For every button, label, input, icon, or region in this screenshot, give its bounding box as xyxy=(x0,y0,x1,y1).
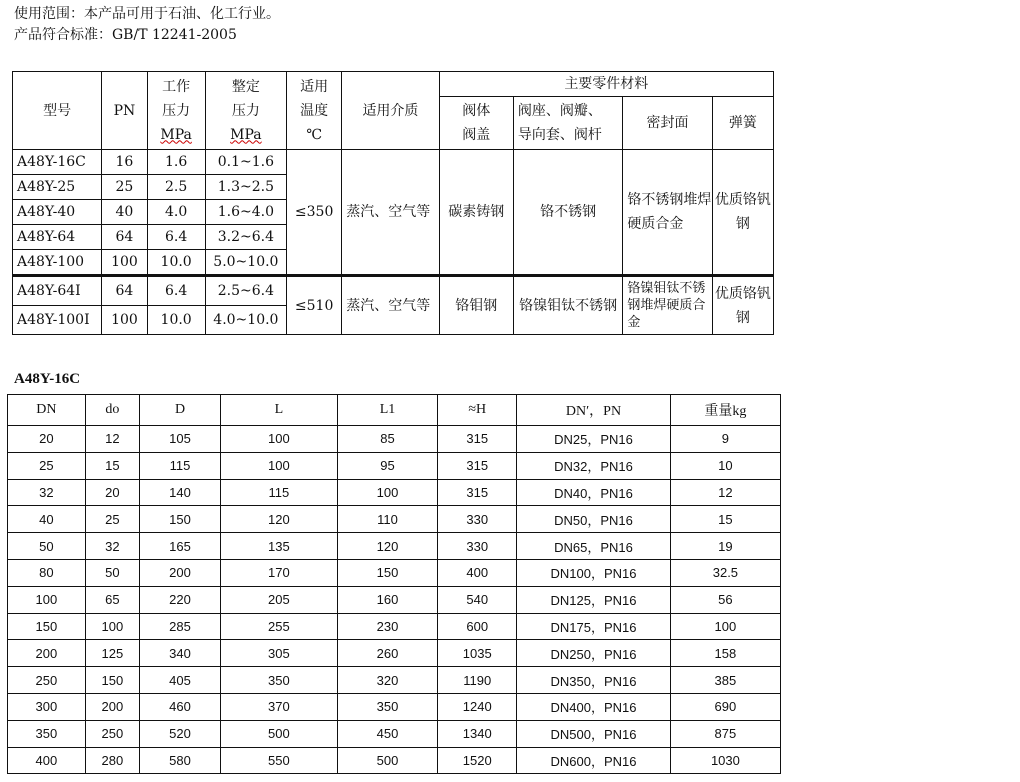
header-temperature: 适用 温度 ℃ xyxy=(287,72,342,150)
h-cell: 1520 xyxy=(438,747,517,774)
seat-material-cell: 铬不锈钢 xyxy=(513,150,622,276)
table-row xyxy=(8,586,781,613)
l1-cell: 320 xyxy=(337,667,438,694)
weight-cell: 15 xyxy=(670,506,780,533)
dn-cell: 80 xyxy=(8,559,86,586)
h-cell: 315 xyxy=(438,452,517,479)
d-cell: 140 xyxy=(139,479,220,506)
table-row xyxy=(8,426,781,453)
h-cell: 1035 xyxy=(438,640,517,667)
l1-cell: 110 xyxy=(337,506,438,533)
h-cell: 1240 xyxy=(438,693,517,720)
header-pn: PN xyxy=(102,72,147,150)
do-cell: 50 xyxy=(85,559,139,586)
flange-cell: DN100，PN16 xyxy=(517,559,671,586)
flange-cell: DN500，PN16 xyxy=(517,720,671,747)
flange-cell: DN600，PN16 xyxy=(517,747,671,774)
d-cell: 520 xyxy=(139,720,220,747)
d-cell: 460 xyxy=(139,693,220,720)
table-row xyxy=(8,613,781,640)
flange-cell: DN32，PN16 xyxy=(517,452,671,479)
temperature-cell: ≤510 xyxy=(287,276,342,335)
table-row xyxy=(8,533,781,560)
flange-cell: DN350，PN16 xyxy=(517,667,671,694)
dn-cell: 25 xyxy=(8,452,86,479)
dn-cell: 400 xyxy=(8,747,86,774)
dn-cell: 150 xyxy=(8,613,86,640)
table-row xyxy=(8,720,781,747)
l-cell: 100 xyxy=(221,452,338,479)
do-cell: 15 xyxy=(85,452,139,479)
spec-row xyxy=(13,276,774,306)
set-pressure-cell: 3.2~6.4 xyxy=(205,225,286,250)
weight-cell: 19 xyxy=(670,533,780,560)
l1-cell: 260 xyxy=(337,640,438,667)
l-cell: 135 xyxy=(221,533,338,560)
dn-cell: 350 xyxy=(8,720,86,747)
do-cell: 12 xyxy=(85,426,139,453)
weight-cell: 56 xyxy=(670,586,780,613)
header-medium: 适用介质 xyxy=(342,72,439,150)
dn-cell: 40 xyxy=(8,506,86,533)
dn-cell: 50 xyxy=(8,533,86,560)
flange-cell: DN50，PN16 xyxy=(517,506,671,533)
l-cell: 255 xyxy=(221,613,338,640)
flange-cell: DN175，PN16 xyxy=(517,613,671,640)
h-cell: 315 xyxy=(438,479,517,506)
model-cell: A48Y-100 xyxy=(13,250,102,276)
work-pressure-cell: 10.0 xyxy=(147,250,205,276)
h-cell: 1340 xyxy=(438,720,517,747)
sealing-material-cell: 铬镍钼钛不锈钢堆焊硬质合金 xyxy=(623,276,712,335)
d-cell: 165 xyxy=(139,533,220,560)
set-pressure-cell: 1.3~2.5 xyxy=(205,175,286,200)
h-cell: 600 xyxy=(438,613,517,640)
weight-cell: 10 xyxy=(670,452,780,479)
pn-cell: 100 xyxy=(102,250,147,276)
flange-cell: DN25，PN16 xyxy=(517,426,671,453)
l-cell: 550 xyxy=(221,747,338,774)
model-cell: A48Y-64 xyxy=(13,225,102,250)
work-pressure-cell: 6.4 xyxy=(147,276,205,306)
dn-cell: 250 xyxy=(8,667,86,694)
table-row xyxy=(8,452,781,479)
flange-cell: DN125，PN16 xyxy=(517,586,671,613)
table-row xyxy=(8,693,781,720)
dimension-header-cell: L1 xyxy=(337,395,438,426)
dimension-header-cell: D xyxy=(139,395,220,426)
temperature-cell: ≤350 xyxy=(287,150,342,276)
d-cell: 580 xyxy=(139,747,220,774)
h-cell: 540 xyxy=(438,586,517,613)
model-cell: A48Y-64I xyxy=(13,276,102,306)
weight-cell: 158 xyxy=(670,640,780,667)
h-cell: 1190 xyxy=(438,667,517,694)
l-cell: 120 xyxy=(221,506,338,533)
dimension-header-cell: DN xyxy=(8,395,86,426)
table-row xyxy=(8,506,781,533)
set-pressure-cell: 5.0~10.0 xyxy=(205,250,286,276)
header-set-pressure: 整定 压力 MPa xyxy=(205,72,286,150)
weight-cell: 9 xyxy=(670,426,780,453)
l1-cell: 500 xyxy=(337,747,438,774)
dimension-header-cell: 重量kg xyxy=(670,395,780,426)
h-cell: 330 xyxy=(438,506,517,533)
work-pressure-cell: 6.4 xyxy=(147,225,205,250)
spec-header-row xyxy=(13,72,774,97)
do-cell: 100 xyxy=(85,613,139,640)
l1-cell: 160 xyxy=(337,586,438,613)
table-row xyxy=(8,479,781,506)
d-cell: 220 xyxy=(139,586,220,613)
l1-cell: 85 xyxy=(337,426,438,453)
dn-cell: 100 xyxy=(8,586,86,613)
do-cell: 150 xyxy=(85,667,139,694)
h-cell: 315 xyxy=(438,426,517,453)
l1-cell: 150 xyxy=(337,559,438,586)
l-cell: 305 xyxy=(221,640,338,667)
spring-material-cell: 优质铬钒钢 xyxy=(712,276,773,335)
d-cell: 340 xyxy=(139,640,220,667)
l1-cell: 95 xyxy=(337,452,438,479)
medium-cell: 蒸汽、空气等 xyxy=(342,150,439,276)
do-cell: 20 xyxy=(85,479,139,506)
dimension-table xyxy=(7,394,781,774)
weight-cell: 1030 xyxy=(670,747,780,774)
dimension-header-cell: ≈H xyxy=(438,395,517,426)
do-cell: 250 xyxy=(85,720,139,747)
header-sealing: 密封面 xyxy=(623,97,712,150)
l-cell: 370 xyxy=(221,693,338,720)
standard-text: 产品符合标准：GB/T 12241-2005 xyxy=(14,27,237,43)
weight-cell: 12 xyxy=(670,479,780,506)
seat-material-cell: 铬镍钼钛不锈钢 xyxy=(513,276,622,335)
model-cell: A48Y-100I xyxy=(13,306,102,335)
header-spring: 弹簧 xyxy=(712,97,773,150)
table-row xyxy=(8,640,781,667)
l-cell: 500 xyxy=(221,720,338,747)
model-cell: A48Y-25 xyxy=(13,175,102,200)
d-cell: 105 xyxy=(139,426,220,453)
d-cell: 285 xyxy=(139,613,220,640)
l-cell: 100 xyxy=(221,426,338,453)
l1-cell: 450 xyxy=(337,720,438,747)
do-cell: 280 xyxy=(85,747,139,774)
work-pressure-cell: 4.0 xyxy=(147,200,205,225)
pn-cell: 64 xyxy=(102,276,147,306)
do-cell: 32 xyxy=(85,533,139,560)
spec-row xyxy=(13,150,774,175)
weight-cell: 875 xyxy=(670,720,780,747)
h-cell: 330 xyxy=(438,533,517,560)
l1-cell: 120 xyxy=(337,533,438,560)
pn-cell: 64 xyxy=(102,225,147,250)
l-cell: 350 xyxy=(221,667,338,694)
model-cell: A48Y-40 xyxy=(13,200,102,225)
header-seat: 阀座、阀瓣、 导向套、阀杆 xyxy=(513,97,622,150)
l1-cell: 100 xyxy=(337,479,438,506)
spring-material-cell: 优质铬钒钢 xyxy=(712,150,773,276)
table-row xyxy=(8,747,781,774)
weight-cell: 385 xyxy=(670,667,780,694)
pn-cell: 16 xyxy=(102,150,147,175)
medium-cell: 蒸汽、空气等 xyxy=(342,276,439,335)
weight-cell: 32.5 xyxy=(670,559,780,586)
d-cell: 150 xyxy=(139,506,220,533)
dn-cell: 32 xyxy=(8,479,86,506)
flange-cell: DN65，PN16 xyxy=(517,533,671,560)
dimension-table-title: A48Y-16C xyxy=(14,371,81,387)
pn-cell: 40 xyxy=(102,200,147,225)
dimension-header-cell: L xyxy=(221,395,338,426)
weight-cell: 690 xyxy=(670,693,780,720)
dimension-header-cell: DN′，PN xyxy=(517,395,671,426)
d-cell: 405 xyxy=(139,667,220,694)
d-cell: 115 xyxy=(139,452,220,479)
header-work-pressure: 工作 压力 MPa xyxy=(147,72,205,150)
header-materials: 主要零件材料 xyxy=(439,72,773,97)
dimension-header-row xyxy=(8,395,781,426)
header-body: 阀体 阀盖 xyxy=(439,97,513,150)
work-pressure-cell: 2.5 xyxy=(147,175,205,200)
work-pressure-cell: 10.0 xyxy=(147,306,205,335)
flange-cell: DN40，PN16 xyxy=(517,479,671,506)
l-cell: 115 xyxy=(221,479,338,506)
h-cell: 400 xyxy=(438,559,517,586)
do-cell: 25 xyxy=(85,506,139,533)
table-row xyxy=(8,559,781,586)
usage-scope-text: 使用范围：本产品可用于石油、化工行业。 xyxy=(14,6,280,22)
l1-cell: 230 xyxy=(337,613,438,640)
body-material-cell: 铬钼钢 xyxy=(439,276,513,335)
set-pressure-cell: 2.5~6.4 xyxy=(205,276,286,306)
dn-cell: 200 xyxy=(8,640,86,667)
weight-cell: 100 xyxy=(670,613,780,640)
table-row xyxy=(8,667,781,694)
dimension-header-cell: do xyxy=(85,395,139,426)
do-cell: 200 xyxy=(85,693,139,720)
work-pressure-cell: 1.6 xyxy=(147,150,205,175)
flange-cell: DN400，PN16 xyxy=(517,693,671,720)
do-cell: 125 xyxy=(85,640,139,667)
do-cell: 65 xyxy=(85,586,139,613)
dn-cell: 20 xyxy=(8,426,86,453)
l1-cell: 350 xyxy=(337,693,438,720)
l-cell: 205 xyxy=(221,586,338,613)
dn-cell: 300 xyxy=(8,693,86,720)
pn-cell: 100 xyxy=(102,306,147,335)
flange-cell: DN250，PN16 xyxy=(517,640,671,667)
model-cell: A48Y-16C xyxy=(13,150,102,175)
body-material-cell: 碳素铸钢 xyxy=(439,150,513,276)
set-pressure-cell: 1.6~4.0 xyxy=(205,200,286,225)
header-model: 型号 xyxy=(13,72,102,150)
set-pressure-cell: 4.0~10.0 xyxy=(205,306,286,335)
sealing-material-cell: 铬不锈钢堆焊硬质合金 xyxy=(623,150,712,276)
d-cell: 200 xyxy=(139,559,220,586)
l-cell: 170 xyxy=(221,559,338,586)
pn-cell: 25 xyxy=(102,175,147,200)
spec-table xyxy=(12,71,774,335)
set-pressure-cell: 0.1~1.6 xyxy=(205,150,286,175)
